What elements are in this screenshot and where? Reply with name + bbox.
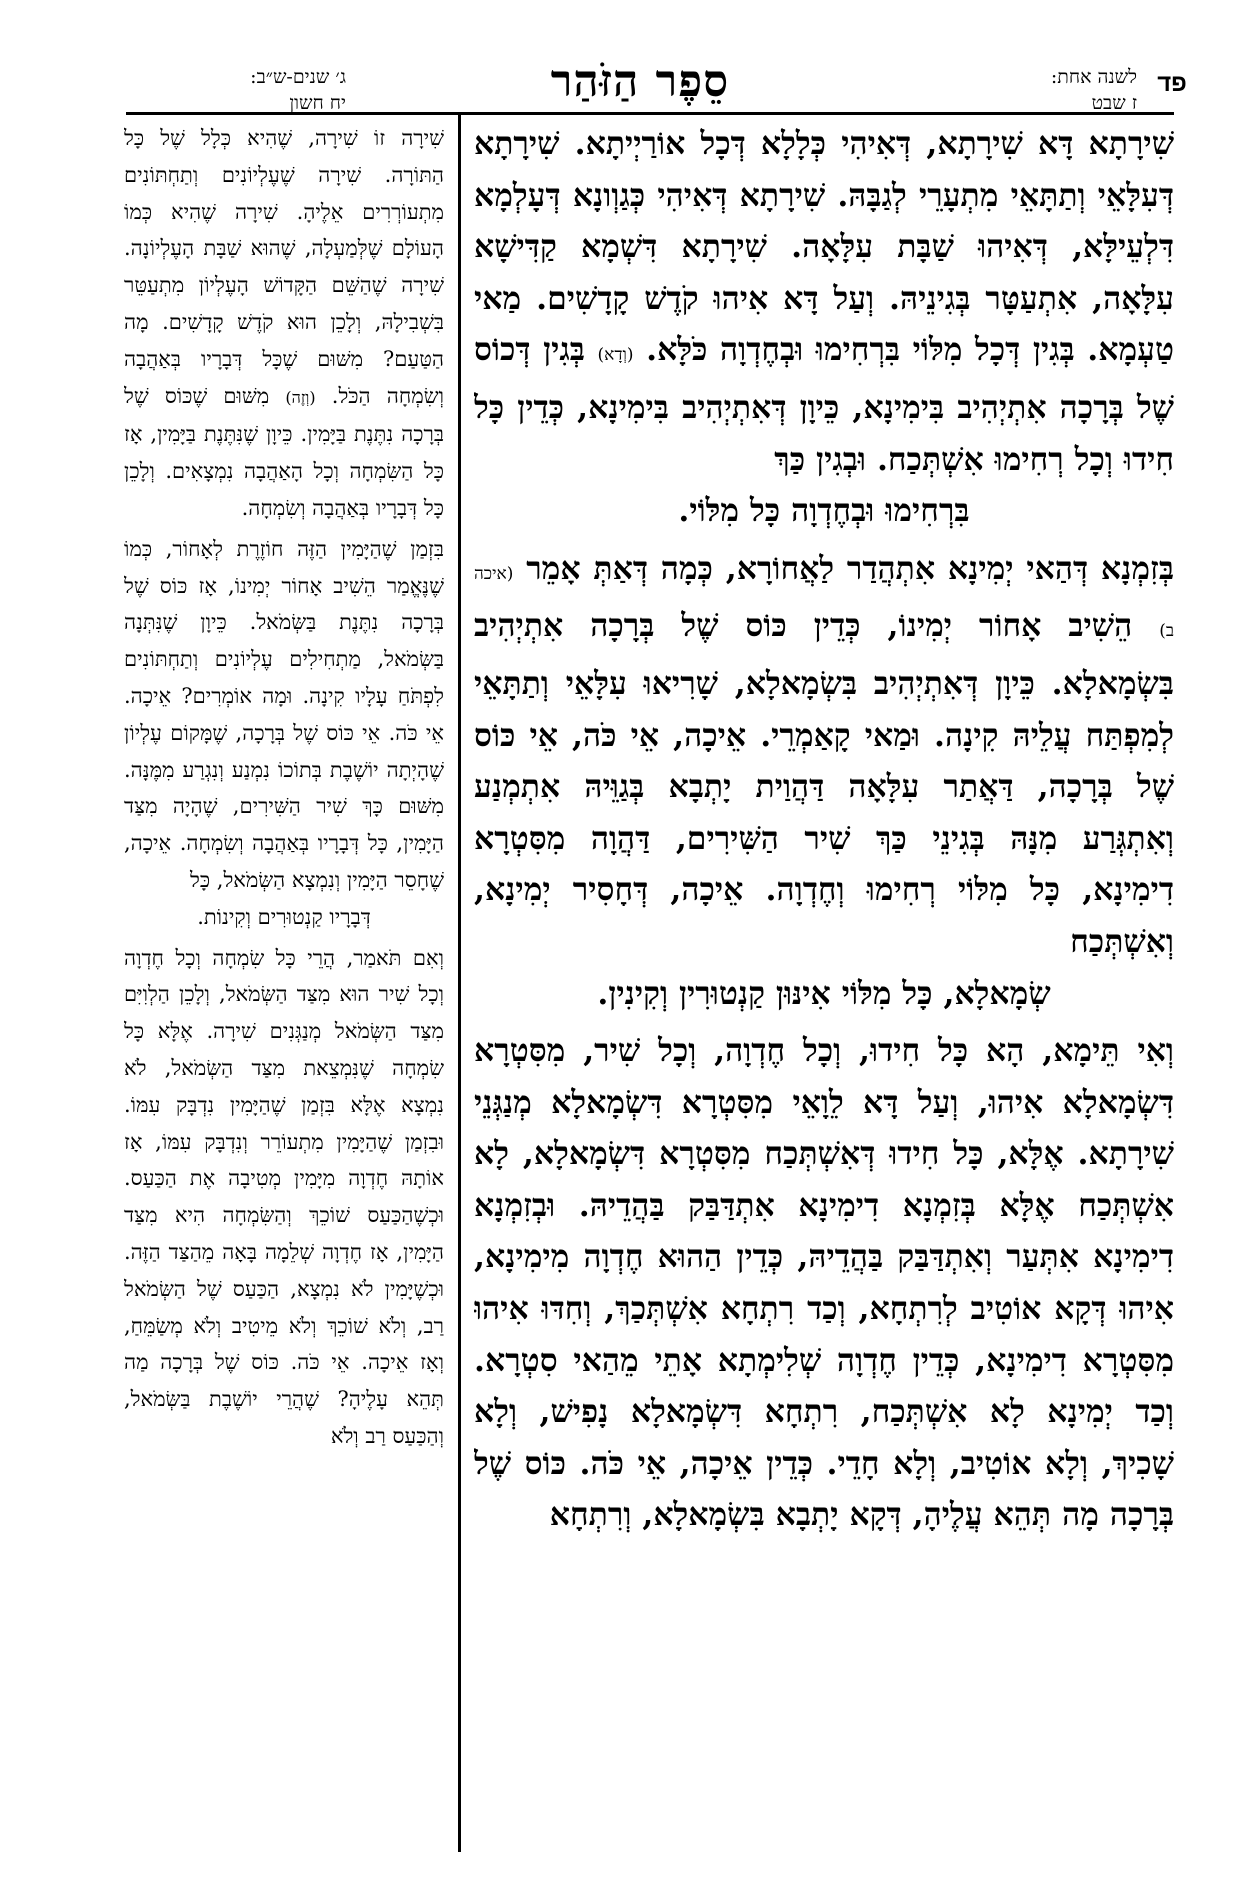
paragraph bbox=[124, 940, 444, 1455]
text-run: שִׁירָתָא דָּא שִׁירָתָא, דְּאִיהִי כְּלָלָא דְּכָל אוֹרַיְיתָא. שִׁירָתָא דְּעִלָּאֵי וְתַתָּאֵי מִתְעָרֵי לְגַבָּהּ. שִׁירָתָא דְּאִיהִי כְּגַוְונָא דְּעָלְמָא דִּלְעֵילָּא, דְּאִיהוּ שַׁבָּת עִלָּאָה. שִׁירָתָא דִּשְׁמָא קַדִּישָׁא עִלָּאָה, אִתְעַטָּר בְּגִינֵיהּ. וְעַל דָּא אִיהוּ קֹדֶשׁ קָדָשִׁים. מַאי טַעְמָא. בְּגִין דְּכָל מִלּוֹי בִּרְחִימוּ וּבְחֶדְוָה כֹּלָּא. bbox=[474, 125, 1174, 369]
text-run: שִׁירָה זוֹ שִׁירָה, שֶׁהִיא כְּלָל שֶׁל כָּל הַתּוֹרָה. שִׁירָה שֶׁעֶלְיוֹנִים וְתַחְתּוֹנִים מִתְעוֹרְרִים אֵלֶיהָ. שִׁירָה שֶׁהִיא כְּמוֹ הָעוֹלָם שֶׁלְּמַעְלָה, שֶׁהוּא שַׁבָּת הָעֶלְיוֹנָה. שִׁירָה שֶׁהַשֵּׁם הַקָּדוֹשׁ הָעֶלְיוֹן מִתְעַטֵּר בִּשְׁבִילָהּ, וְלָכֵן הוּא קֹדֶשׁ קָדָשִׁים. מָה הַטַּעַם? מִשּׁוּם שֶׁכָּל דְּבָרָיו בְּאַהֲבָה וְשִׂמְחָה הַכֹּל. bbox=[124, 126, 444, 408]
paragraph bbox=[474, 118, 1174, 485]
paragraph bbox=[124, 120, 444, 527]
page-header bbox=[0, 48, 1253, 118]
paragraph bbox=[474, 1025, 1174, 1541]
text-run: הֵשִׁיב אָחוֹר יְמִינוֹ, bbox=[887, 607, 1133, 645]
aramaic-text-column bbox=[474, 118, 1174, 1858]
header-rule bbox=[126, 112, 1174, 115]
citation: (וְזֶה) bbox=[285, 387, 316, 407]
paragraph-last-line: שְׂמָאלָא, כָּל מִלּוֹי אִינּוּן קַנְטוּרִין וְקִינִין. bbox=[597, 974, 1051, 1012]
text-run: מִשּׁוּם שֶׁכּוֹס שֶׁל בְּרָכָה נִתֶּנֶת בַּיָּמִין. כֵּיוָן שֶׁנִּתֶּנֶת בַּיָּמִין, אָז כָּל הַשִּׂמְחָה וְכָל הָאַהֲבָה נִמְצָאִים. וְלָכֵן כָּל דְּבָרָיו בְּאַהֲבָה וְשִׂמְחָה. bbox=[124, 383, 444, 520]
text-run: וְאִי תֵּימָא, הָא כָּל חִידוּ, וְכָל חֶדְוָה, וְכָל שִׁיר, bbox=[583, 1032, 1174, 1070]
daily-schedule-right bbox=[1051, 64, 1137, 116]
text-run: וְאִם תֹּאמַר, הֲרֵי כָּל שִׂמְחָה וְכָל חֶדְוָה וְכָל שִׁיר הוּא מִצַּד הַשְּׂמֹאל, וְלָכֵן הַלְוִיִּם מִצַּד הַשְּׂמֹאל מְנַגְּנִים שִׁירָה. אֶלָּא כָּל שִׂמְחָה שֶׁנִּמְצֵאת מִצַּד הַשְּׂמֹאל, לֹא נִמְצָא אֶלָּא בִּזְמַן שֶׁהַיָּמִין נִדְבָּק עִמּוֹ. וּבִזְמַן שֶׁהַיָּמִין מִתְעוֹרֵר וְנִדְבָּק עִמּוֹ, אָז אוֹתָהּ חֶדְוָה מִיָּמִין מְטִיבָה אֶת הַכַּעַס. וּכְשֶׁהַכַּעַס שׁוֹכֵךְ וְהַשִּׂמְחָה הִיא מִצַּד הַיָּמִין, אָז חֶדְוָה שְׁלֵמָה בָּאָה מֵהַצַּד הַזֶּה. וּכְשֶׁיָּמִין לֹא נִמְצָא, הַכַּעַס שֶׁל הַשְּׂמֹאל רַב, וְלֹא שׁוֹכֵךְ וְלֹא מֵיטִיב וְלֹא מְשַׂמֵּחַ, וְאָז אֵיכָה. אֵי כֹּה. כּוֹס שֶׁל בְּרָכָה מַה תְּהֵא עָלֶיהָ? שֶׁהֲרֵי יוֹשֶׁבֶת בַּשְּׂמֹאל, וְהַכַּעַס רַב וְלֹא bbox=[124, 945, 444, 1448]
text-run: בְּזִמְנָא דְּהַאי יְמִינָא אִתְהֲדַר לַאֲחוֹרָא, כְּמָה דְּאַתְּ אָמֵר bbox=[526, 549, 1174, 587]
schedule-date: ז שבט bbox=[1091, 92, 1137, 114]
citation: (איכה ב) bbox=[474, 563, 1174, 642]
daily-schedule-left bbox=[146, 64, 346, 116]
text-run: מִסִּטְרָא דִּשְׂמָאלָא אִיהוּ, וְעַל דָּא לֵוָאֵי מִסִּטְרָא דִּשְׂמָאלָא מְנַגְּנֵי שִׁירָתָא. אֶלָּא, כָּל חִידוּ דְּאִשְׁתְּכַח מִסִּטְרָא דִּשְׂמָאלָא, לָא אִשְׁתְּכַח אֶלָּא בְּזִמְנָא דִימִינָא אִתְדַּבַּק בַּהֲדֵיהּ. וּבְזִמְנָא דִימִינָא אִתְּעַר וְאִתְדַּבַּק בַּהֲדֵיהּ, כְּדֵין הַהוּא חֶדְוָה מִימִינָא, אִיהוּ דְּקָא אוֹטִיב לְרִתְחָא, וְכַד רִתְחָא אִשְׁתְּכַךְ, וְחִדּוּ אִיהוּ מִסִּטְרָא דִימִינָא, כְּדֵין חֶדְוָה שְׁלִימְתָא אָתֵי מֵהַאי סִטְרָא. וְכַד יְמִינָא לָא אִשְׁתְּכַח, רִתְחָא דִּשְׂמָאלָא נָפִישׁ, וְלָא שָׁכִיךְ, וְלָא אוֹטִיב, וְלָא חָדֵי. כְּדֵין אֵיכָה, אֵי כֹּה. כּוֹס שֶׁל בְּרָכָה מָה תְּהֵא עֲלֶיהָ, דְּקָא יָתְבָא בִּשְׂמָאלָא, וְרִתְחָא bbox=[474, 1032, 1174, 1534]
paragraph-last-line: בִּרְחִימוּ וּבְחֶדְוָה כָּל מִלּוֹי. bbox=[678, 492, 970, 530]
text-run: בִּזְמַן שֶׁהַיָּמִין הַזֶּה חוֹזֶרֶת לְאָחוֹר, כְּמוֹ שֶׁנֶּאֱמַר הֵשִׁיב אָחוֹר יְמִינוֹ, אָז כּוֹס שֶׁל בְּרָכָה נִתֶּנֶת בַּשְּׂמֹאל. כֵּיוָן שֶׁנִּתְּנָה בַּשְּׂמֹאל, מַתְחִילִים עֶלְיוֹנִים וְתַחְתּוֹנִים לִפְתֹּחַ עָלָיו קִינָה. וּמָה אוֹמְרִים? אֵיכָה. אֵי כֹּה. אֵי כּוֹס שֶׁל בְּרָכָה, שֶׁמָּקוֹם עֶלְיוֹן שֶׁהָיְתָה יוֹשֶׁבֶת בְּתוֹכוֹ נִמְנַע וְנִגְרַע מִמֶּנָּה. מִשּׁוּם כָּךְ שִׁיר הַשִּׁירִים, שֶׁהָיָה מִצַּד הַיָּמִין, כָּל דְּבָרָיו בְּאַהֲבָה וְשִׂמְחָה. אֵיכָה, שֶׁחָסֵר הַיָּמִין וְנִמְצָא הַשְּׂמֹאל, כָּל bbox=[124, 536, 444, 892]
paragraph-last-line: דְּבָרָיו קַנְטוּרִים וְקִינוֹת. bbox=[197, 904, 371, 929]
column-divider bbox=[458, 112, 461, 1852]
hebrew-translation-column bbox=[124, 120, 444, 1860]
schedule-date: יח חשון bbox=[289, 92, 346, 114]
citation: (וְדָא) bbox=[597, 345, 634, 366]
schedule-label: לשנה אחת: bbox=[1050, 66, 1137, 88]
paragraph bbox=[474, 543, 1174, 968]
book-title: סֵפֶר הַזֹּהַר bbox=[550, 56, 730, 107]
text-run: כְּדֵין כּוֹס שֶׁל בְּרָכָה אִתְיְהִיב בִּשְׂמָאלָא. כֵּיוָן דְּאִתְיְהִיב בִּשְׂמָאלָא, שָׁרִיאוּ עִלָּאֵי וְתַתָּאֵי לְמִפְתַּח עֲלֵיהּ קִינָה. וּמַאי קָאַמְרֵי. אֵיכָה, אֵי כֹּה, אֵי כּוֹס שֶׁל בְּרָכָה, דַּאֲתַר עִלָּאָה דַּהֲוַית יָתְבָא בְּגַוֵּיהּ אִתְמְנַע וְאִתְגְּרַע מִנָּהּ בְּגִינֵי כַּךְ שִׁיר הַשִּׁירִים, דַּהֲוָה מִסִּטְרָא דִימִינָא, כָּל מִלּוֹי רְחִימוּ וְחֶדְוָה. אֵיכָה, דְּחָסִיר יְמִינָא, וְאִשְׁתְּכַח bbox=[474, 607, 1174, 960]
paragraph bbox=[124, 531, 444, 899]
page-number: פד bbox=[1157, 70, 1187, 97]
schedule-label: ג׳ שנים-ש״ב: bbox=[250, 66, 346, 88]
text-run: בְּגִין דְּכוֹס שֶׁל בְּרָכָה אִתְיְהִיב בִּימִינָא, כֵּיוָן דְּאִתְיְהִיב בִּימִינָא, כְּדֵין כָּל חִידוּ וְכָל רְחִימוּ אִשְׁתְּכַח. וּבְגִין כַּךְ bbox=[474, 331, 1174, 478]
